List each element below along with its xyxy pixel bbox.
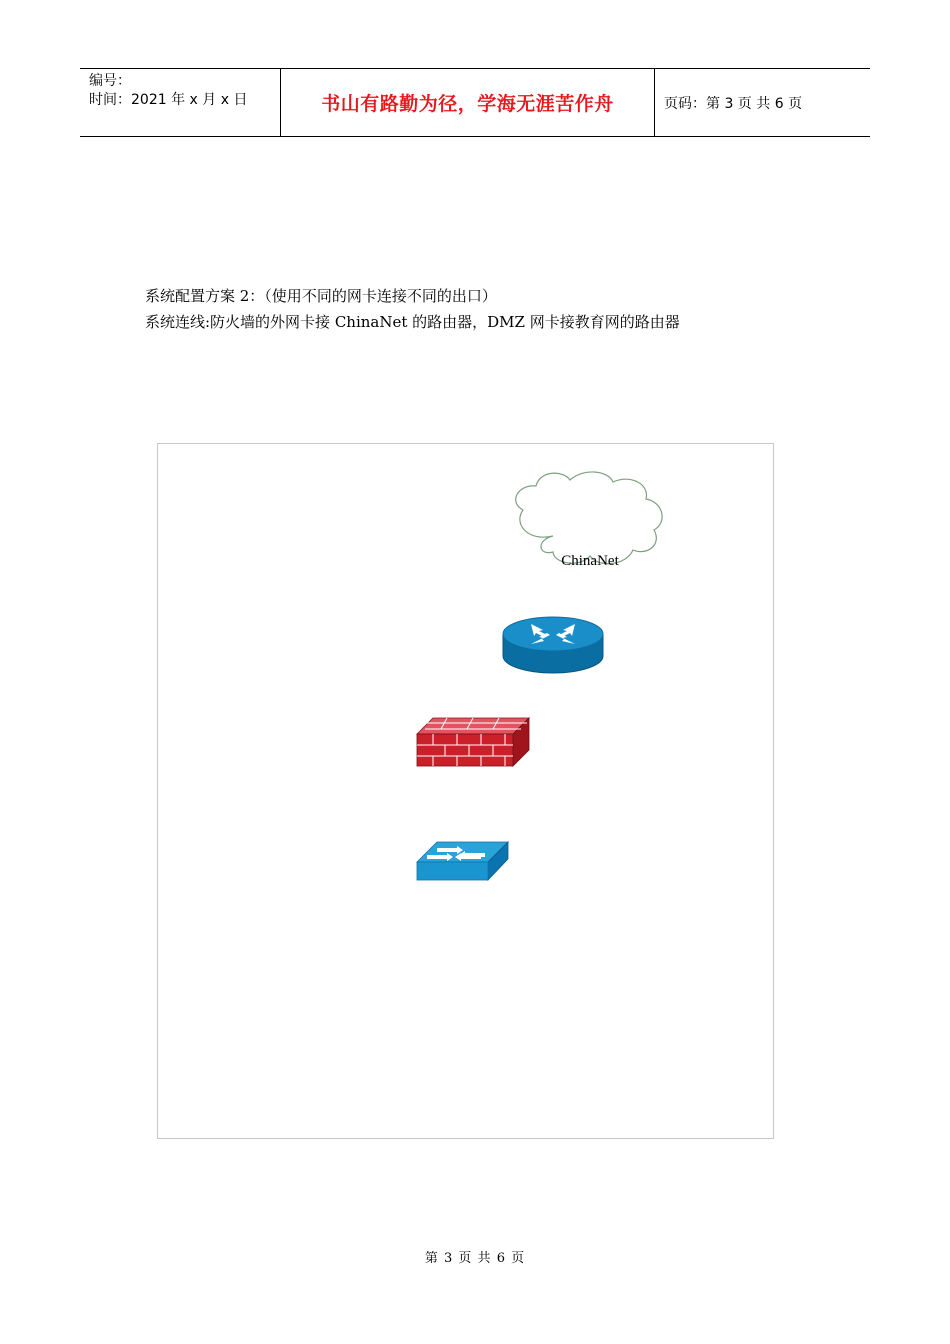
network-diagram xyxy=(157,443,774,1139)
doc-date-label: 时间：2021 年 x 月 x 日 xyxy=(89,92,248,108)
router-icon xyxy=(503,617,603,673)
header-page-info: 页码：第 3 页 共 6 页 xyxy=(664,95,803,112)
switch-icon xyxy=(417,842,508,880)
header-motto: 书山有路勤为径，学海无涯苦作舟 xyxy=(321,93,614,115)
doc-number-label: 编号： xyxy=(89,73,131,89)
cloud-label: ChinaNet xyxy=(561,553,619,569)
config-connection-description: 系统连线:防火墙的外网卡接 ChinaNet 的路由器，DMZ 网卡接教育网的路由器 xyxy=(145,313,680,331)
network-diagram-canvas xyxy=(158,444,775,1140)
cloud-icon xyxy=(516,472,662,564)
header-motto-cell xyxy=(281,69,655,136)
firewall-icon xyxy=(417,718,529,766)
header-meta xyxy=(80,69,281,136)
page-header xyxy=(80,68,870,137)
config-scheme-title: 系统配置方案 2：（使用不同的网卡连接不同的出口） xyxy=(145,287,497,305)
page-footer: 第 3 页 共 6 页 xyxy=(424,1251,526,1266)
header-page-cell xyxy=(655,69,870,136)
